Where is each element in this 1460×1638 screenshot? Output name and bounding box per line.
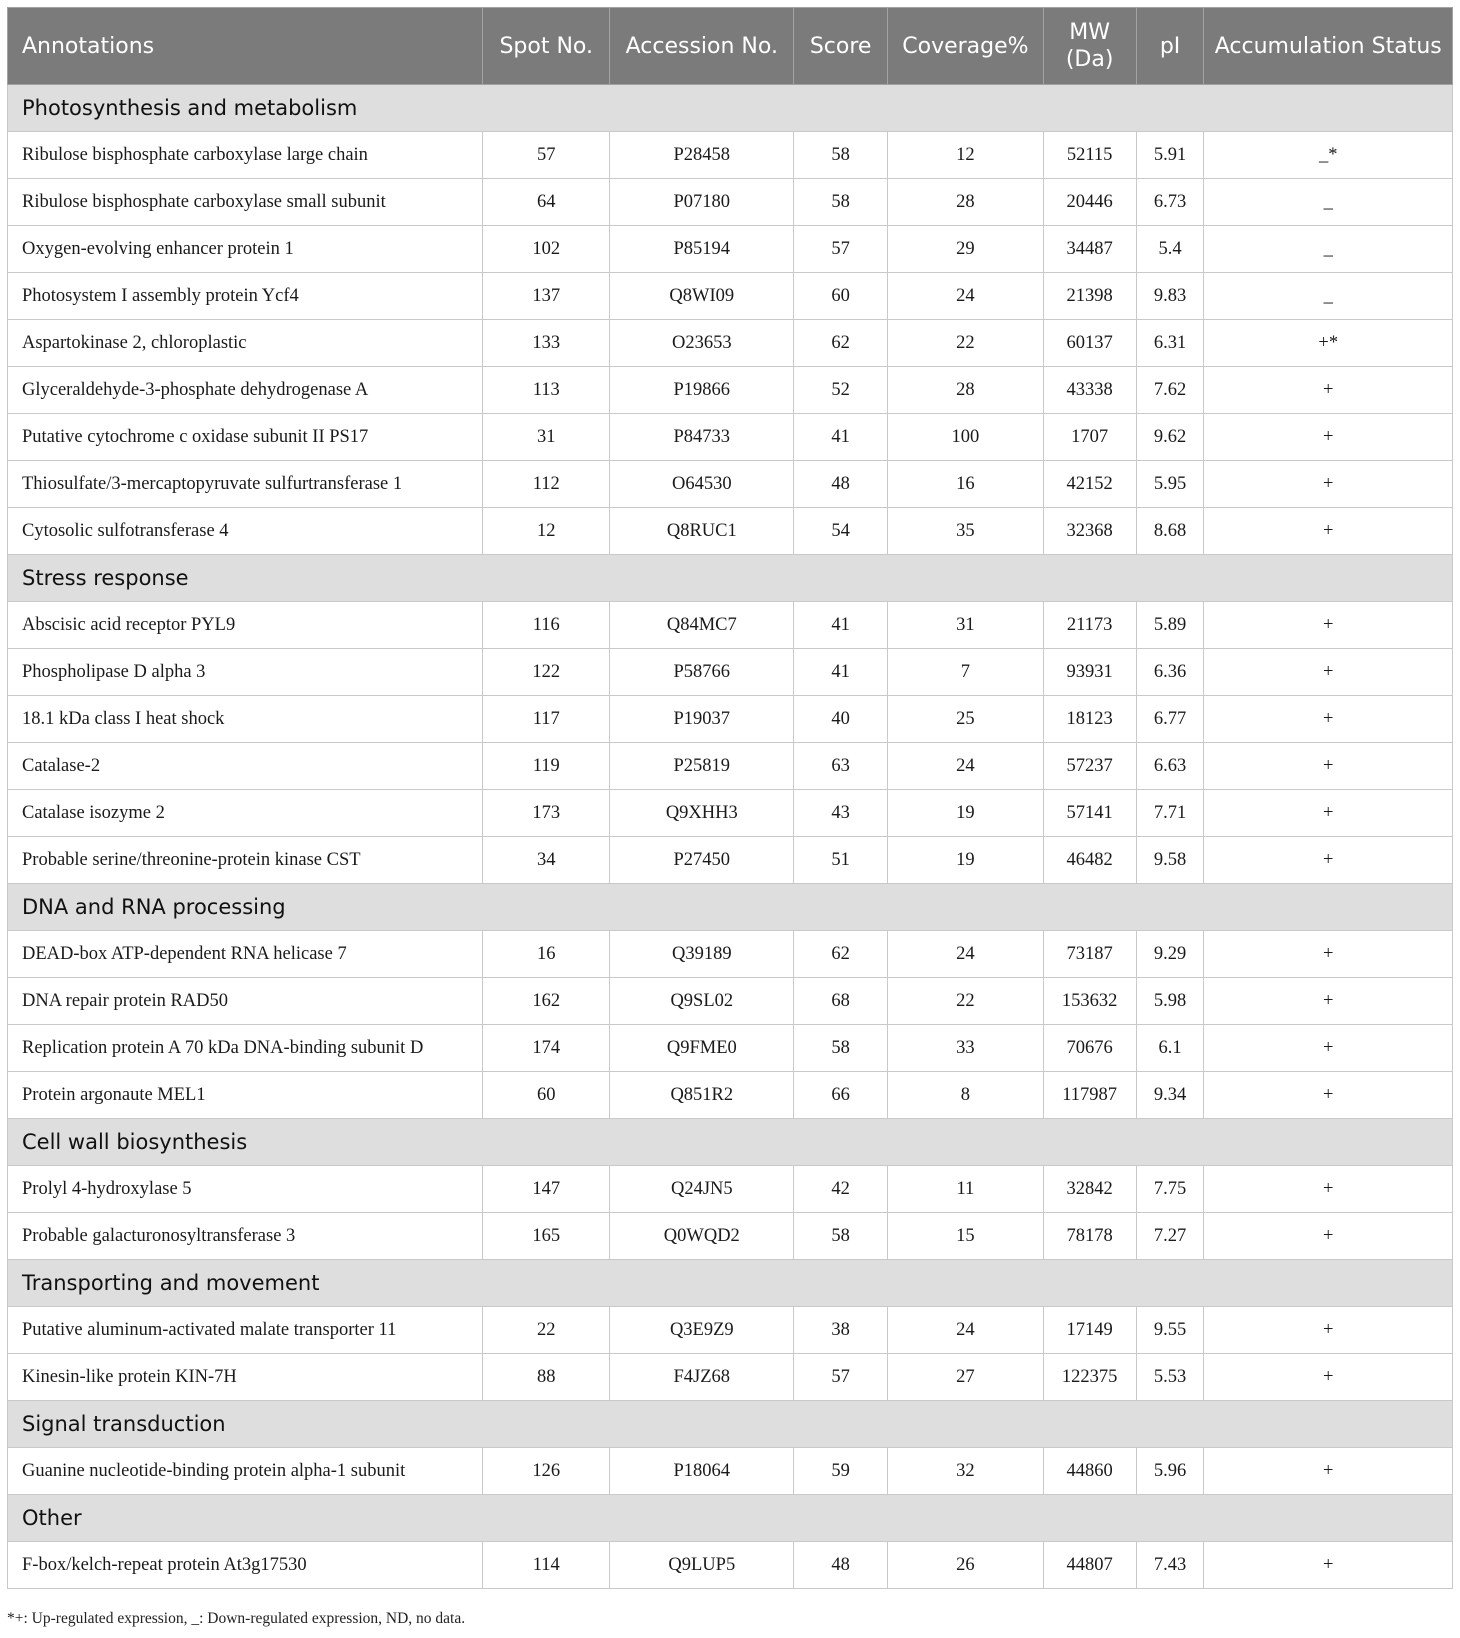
mw-cell: 43338 xyxy=(1043,367,1136,414)
mw-cell: 117987 xyxy=(1043,1072,1136,1119)
pi-cell: 5.91 xyxy=(1136,132,1204,179)
table-row xyxy=(8,367,1453,414)
pi-cell: 5.89 xyxy=(1136,602,1204,649)
table-row xyxy=(8,602,1453,649)
pi-cell: 7.62 xyxy=(1136,367,1204,414)
mw-cell: 32368 xyxy=(1043,508,1136,555)
table-row xyxy=(8,179,1453,226)
mw-cell: 44807 xyxy=(1043,1542,1136,1589)
group-row xyxy=(8,884,1453,931)
mw-cell: 73187 xyxy=(1043,931,1136,978)
spot-no-cell: 126 xyxy=(483,1448,610,1495)
annotation-cell: Probable galacturonosyltransferase 3 xyxy=(8,1213,483,1260)
annotation-cell: Ribulose bisphosphate carboxylase large chain xyxy=(8,132,483,179)
annotation-cell: Probable serine/threonine-protein kinase CST xyxy=(8,837,483,884)
table-header xyxy=(8,8,1453,85)
accumulation-status-cell: + xyxy=(1204,1025,1453,1072)
column-header-accumulation-status: Accumulation Status xyxy=(1204,8,1453,85)
spot-no-cell: 147 xyxy=(483,1166,610,1213)
coverage-cell: 11 xyxy=(888,1166,1044,1213)
spot-no-cell: 102 xyxy=(483,226,610,273)
header-row xyxy=(8,8,1453,85)
score-cell: 41 xyxy=(794,602,888,649)
score-cell: 58 xyxy=(794,132,888,179)
mw-cell: 122375 xyxy=(1043,1354,1136,1401)
table-row xyxy=(8,320,1453,367)
coverage-cell: 24 xyxy=(888,1307,1044,1354)
score-cell: 63 xyxy=(794,743,888,790)
pi-cell: 5.95 xyxy=(1136,461,1204,508)
mw-cell: 57237 xyxy=(1043,743,1136,790)
table-row xyxy=(8,1448,1453,1495)
annotation-cell: Aspartokinase 2, chloroplastic xyxy=(8,320,483,367)
score-cell: 66 xyxy=(794,1072,888,1119)
table-row xyxy=(8,1072,1453,1119)
accession-no-cell: Q9XHH3 xyxy=(610,790,794,837)
coverage-cell: 12 xyxy=(888,132,1044,179)
spot-no-cell: 22 xyxy=(483,1307,610,1354)
coverage-cell: 25 xyxy=(888,696,1044,743)
table-row xyxy=(8,978,1453,1025)
coverage-cell: 24 xyxy=(888,743,1044,790)
score-cell: 57 xyxy=(794,1354,888,1401)
accession-no-cell: Q9SL02 xyxy=(610,978,794,1025)
mw-cell: 46482 xyxy=(1043,837,1136,884)
accession-no-cell: P19866 xyxy=(610,367,794,414)
mw-cell: 153632 xyxy=(1043,978,1136,1025)
annotation-cell: Cytosolic sulfotransferase 4 xyxy=(8,508,483,555)
column-header-annotations: Annotations xyxy=(8,8,483,85)
accession-no-cell: O64530 xyxy=(610,461,794,508)
pi-cell: 6.36 xyxy=(1136,649,1204,696)
score-cell: 40 xyxy=(794,696,888,743)
annotation-cell: Putative aluminum-activated malate transporter 11 xyxy=(8,1307,483,1354)
coverage-cell: 28 xyxy=(888,179,1044,226)
coverage-cell: 31 xyxy=(888,602,1044,649)
table-row xyxy=(8,1166,1453,1213)
table-row xyxy=(8,508,1453,555)
score-cell: 38 xyxy=(794,1307,888,1354)
score-cell: 41 xyxy=(794,414,888,461)
pi-cell: 6.63 xyxy=(1136,743,1204,790)
table-row xyxy=(8,743,1453,790)
pi-cell: 6.77 xyxy=(1136,696,1204,743)
mw-cell: 52115 xyxy=(1043,132,1136,179)
accumulation-status-cell: _* xyxy=(1204,132,1453,179)
mw-cell: 44860 xyxy=(1043,1448,1136,1495)
annotation-cell: Catalase-2 xyxy=(8,743,483,790)
table-row xyxy=(8,1307,1453,1354)
spot-no-cell: 88 xyxy=(483,1354,610,1401)
spot-no-cell: 60 xyxy=(483,1072,610,1119)
table-row xyxy=(8,414,1453,461)
column-header-accession-no: Accession No. xyxy=(610,8,794,85)
score-cell: 60 xyxy=(794,273,888,320)
accession-no-cell: P18064 xyxy=(610,1448,794,1495)
table-row xyxy=(8,226,1453,273)
annotation-cell: DEAD-box ATP-dependent RNA helicase 7 xyxy=(8,931,483,978)
spot-no-cell: 119 xyxy=(483,743,610,790)
protein-table-container xyxy=(7,7,1453,1589)
accession-no-cell: P58766 xyxy=(610,649,794,696)
table-row xyxy=(8,1542,1453,1589)
mw-cell: 20446 xyxy=(1043,179,1136,226)
mw-cell: 32842 xyxy=(1043,1166,1136,1213)
column-header-pi: pI xyxy=(1136,8,1204,85)
spot-no-cell: 112 xyxy=(483,461,610,508)
group-title: Stress response xyxy=(8,555,1453,602)
spot-no-cell: 16 xyxy=(483,931,610,978)
spot-no-cell: 165 xyxy=(483,1213,610,1260)
pi-cell: 7.27 xyxy=(1136,1213,1204,1260)
pi-cell: 9.34 xyxy=(1136,1072,1204,1119)
accession-no-cell: O23653 xyxy=(610,320,794,367)
accession-no-cell: F4JZ68 xyxy=(610,1354,794,1401)
coverage-cell: 7 xyxy=(888,649,1044,696)
pi-cell: 7.75 xyxy=(1136,1166,1204,1213)
pi-cell: 9.55 xyxy=(1136,1307,1204,1354)
accession-no-cell: P84733 xyxy=(610,414,794,461)
table-row xyxy=(8,461,1453,508)
group-row xyxy=(8,1401,1453,1448)
table-row xyxy=(8,1354,1453,1401)
spot-no-cell: 57 xyxy=(483,132,610,179)
accession-no-cell: Q24JN5 xyxy=(610,1166,794,1213)
coverage-cell: 22 xyxy=(888,978,1044,1025)
score-cell: 48 xyxy=(794,461,888,508)
accession-no-cell: Q3E9Z9 xyxy=(610,1307,794,1354)
pi-cell: 9.58 xyxy=(1136,837,1204,884)
accumulation-status-cell: + xyxy=(1204,461,1453,508)
spot-no-cell: 117 xyxy=(483,696,610,743)
coverage-cell: 32 xyxy=(888,1448,1044,1495)
score-cell: 57 xyxy=(794,226,888,273)
spot-no-cell: 174 xyxy=(483,1025,610,1072)
table-row xyxy=(8,1213,1453,1260)
accumulation-status-cell: + xyxy=(1204,931,1453,978)
annotation-cell: Kinesin-like protein KIN-7H xyxy=(8,1354,483,1401)
group-row xyxy=(8,1495,1453,1542)
pi-cell: 6.31 xyxy=(1136,320,1204,367)
pi-cell: 9.83 xyxy=(1136,273,1204,320)
mw-cell: 1707 xyxy=(1043,414,1136,461)
mw-cell: 57141 xyxy=(1043,790,1136,837)
accession-no-cell: P27450 xyxy=(610,837,794,884)
spot-no-cell: 173 xyxy=(483,790,610,837)
spot-no-cell: 137 xyxy=(483,273,610,320)
score-cell: 68 xyxy=(794,978,888,1025)
annotation-cell: Abscisic acid receptor PYL9 xyxy=(8,602,483,649)
mw-cell: 18123 xyxy=(1043,696,1136,743)
accumulation-status-cell: _ xyxy=(1204,273,1453,320)
accumulation-status-cell: + xyxy=(1204,978,1453,1025)
accumulation-status-cell: + xyxy=(1204,1448,1453,1495)
score-cell: 54 xyxy=(794,508,888,555)
spot-no-cell: 12 xyxy=(483,508,610,555)
coverage-cell: 35 xyxy=(888,508,1044,555)
column-header-score: Score xyxy=(794,8,888,85)
annotation-cell: Protein argonaute MEL1 xyxy=(8,1072,483,1119)
accession-no-cell: Q851R2 xyxy=(610,1072,794,1119)
accumulation-status-cell: + xyxy=(1204,508,1453,555)
group-title: Signal transduction xyxy=(8,1401,1453,1448)
spot-no-cell: 31 xyxy=(483,414,610,461)
group-title: Transporting and movement xyxy=(8,1260,1453,1307)
annotation-cell: Ribulose bisphosphate carboxylase small subunit xyxy=(8,179,483,226)
accession-no-cell: Q9FME0 xyxy=(610,1025,794,1072)
table-row xyxy=(8,790,1453,837)
accumulation-status-cell: + xyxy=(1204,649,1453,696)
accession-no-cell: Q0WQD2 xyxy=(610,1213,794,1260)
table-row xyxy=(8,273,1453,320)
group-title: Photosynthesis and metabolism xyxy=(8,85,1453,132)
group-row xyxy=(8,1119,1453,1166)
spot-no-cell: 133 xyxy=(483,320,610,367)
score-cell: 43 xyxy=(794,790,888,837)
accumulation-status-cell: + xyxy=(1204,1354,1453,1401)
mw-cell: 78178 xyxy=(1043,1213,1136,1260)
mw-cell: 34487 xyxy=(1043,226,1136,273)
table-row xyxy=(8,649,1453,696)
coverage-cell: 22 xyxy=(888,320,1044,367)
coverage-cell: 15 xyxy=(888,1213,1044,1260)
coverage-cell: 24 xyxy=(888,931,1044,978)
score-cell: 42 xyxy=(794,1166,888,1213)
pi-cell: 9.29 xyxy=(1136,931,1204,978)
accession-no-cell: Q84MC7 xyxy=(610,602,794,649)
accumulation-status-cell: + xyxy=(1204,1072,1453,1119)
mw-cell: 21173 xyxy=(1043,602,1136,649)
mw-cell: 42152 xyxy=(1043,461,1136,508)
mw-cell: 70676 xyxy=(1043,1025,1136,1072)
mw-cell: 17149 xyxy=(1043,1307,1136,1354)
coverage-cell: 19 xyxy=(888,837,1044,884)
group-row xyxy=(8,555,1453,602)
coverage-cell: 28 xyxy=(888,367,1044,414)
coverage-cell: 19 xyxy=(888,790,1044,837)
table-row xyxy=(8,837,1453,884)
annotation-cell: Replication protein A 70 kDa DNA-binding subunit D xyxy=(8,1025,483,1072)
score-cell: 62 xyxy=(794,931,888,978)
group-row xyxy=(8,85,1453,132)
score-cell: 58 xyxy=(794,179,888,226)
annotation-cell: 18.1 kDa class I heat shock xyxy=(8,696,483,743)
accumulation-status-cell: _ xyxy=(1204,226,1453,273)
column-header-spot-no: Spot No. xyxy=(483,8,610,85)
pi-cell: 5.98 xyxy=(1136,978,1204,1025)
annotation-cell: F-box/kelch-repeat protein At3g17530 xyxy=(8,1542,483,1589)
pi-cell: 8.68 xyxy=(1136,508,1204,555)
pi-cell: 6.1 xyxy=(1136,1025,1204,1072)
spot-no-cell: 114 xyxy=(483,1542,610,1589)
accession-no-cell: P85194 xyxy=(610,226,794,273)
annotation-cell: Oxygen-evolving enhancer protein 1 xyxy=(8,226,483,273)
annotation-cell: Thiosulfate/3-mercaptopyruvate sulfurtransferase 1 xyxy=(8,461,483,508)
pi-cell: 5.53 xyxy=(1136,1354,1204,1401)
score-cell: 51 xyxy=(794,837,888,884)
score-cell: 62 xyxy=(794,320,888,367)
pi-cell: 7.71 xyxy=(1136,790,1204,837)
annotation-cell: DNA repair protein RAD50 xyxy=(8,978,483,1025)
accumulation-status-cell: + xyxy=(1204,367,1453,414)
accumulation-status-cell: + xyxy=(1204,602,1453,649)
accumulation-status-cell: +* xyxy=(1204,320,1453,367)
accumulation-status-cell: + xyxy=(1204,743,1453,790)
coverage-cell: 29 xyxy=(888,226,1044,273)
mw-cell: 60137 xyxy=(1043,320,1136,367)
table-footnote: *+: Up-regulated expression, _: Down-regulated expression, ND, no data. xyxy=(7,1610,466,1627)
coverage-cell: 27 xyxy=(888,1354,1044,1401)
annotation-cell: Glyceraldehyde-3-phosphate dehydrogenase A xyxy=(8,367,483,414)
column-header-coverage: Coverage% xyxy=(888,8,1044,85)
table-body xyxy=(8,85,1453,1589)
spot-no-cell: 64 xyxy=(483,179,610,226)
score-cell: 58 xyxy=(794,1025,888,1072)
mw-cell: 21398 xyxy=(1043,273,1136,320)
coverage-cell: 8 xyxy=(888,1072,1044,1119)
accumulation-status-cell: + xyxy=(1204,414,1453,461)
coverage-cell: 24 xyxy=(888,273,1044,320)
coverage-cell: 26 xyxy=(888,1542,1044,1589)
accumulation-status-cell: + xyxy=(1204,1213,1453,1260)
annotation-cell: Guanine nucleotide-binding protein alpha-1 subunit xyxy=(8,1448,483,1495)
coverage-cell: 100 xyxy=(888,414,1044,461)
accumulation-status-cell: + xyxy=(1204,1166,1453,1213)
accession-no-cell: P25819 xyxy=(610,743,794,790)
pi-cell: 9.62 xyxy=(1136,414,1204,461)
annotation-cell: Putative cytochrome c oxidase subunit II PS17 xyxy=(8,414,483,461)
accession-no-cell: Q8WI09 xyxy=(610,273,794,320)
score-cell: 52 xyxy=(794,367,888,414)
score-cell: 48 xyxy=(794,1542,888,1589)
table-row xyxy=(8,1025,1453,1072)
accession-no-cell: P07180 xyxy=(610,179,794,226)
accession-no-cell: P19037 xyxy=(610,696,794,743)
accumulation-status-cell: _ xyxy=(1204,179,1453,226)
accession-no-cell: Q8RUC1 xyxy=(610,508,794,555)
accumulation-status-cell: + xyxy=(1204,837,1453,884)
coverage-cell: 33 xyxy=(888,1025,1044,1072)
group-title: DNA and RNA processing xyxy=(8,884,1453,931)
column-header-mw: MW (Da) xyxy=(1043,8,1136,85)
score-cell: 59 xyxy=(794,1448,888,1495)
spot-no-cell: 122 xyxy=(483,649,610,696)
table-row xyxy=(8,132,1453,179)
accumulation-status-cell: + xyxy=(1204,1307,1453,1354)
score-cell: 58 xyxy=(794,1213,888,1260)
accession-no-cell: Q9LUP5 xyxy=(610,1542,794,1589)
accession-no-cell: Q39189 xyxy=(610,931,794,978)
pi-cell: 5.4 xyxy=(1136,226,1204,273)
protein-table xyxy=(7,7,1453,1589)
table-row xyxy=(8,696,1453,743)
pi-cell: 6.73 xyxy=(1136,179,1204,226)
annotation-cell: Photosystem I assembly protein Ycf4 xyxy=(8,273,483,320)
annotation-cell: Prolyl 4-hydroxylase 5 xyxy=(8,1166,483,1213)
accumulation-status-cell: + xyxy=(1204,1542,1453,1589)
pi-cell: 5.96 xyxy=(1136,1448,1204,1495)
mw-cell: 93931 xyxy=(1043,649,1136,696)
coverage-cell: 16 xyxy=(888,461,1044,508)
spot-no-cell: 113 xyxy=(483,367,610,414)
spot-no-cell: 116 xyxy=(483,602,610,649)
pi-cell: 7.43 xyxy=(1136,1542,1204,1589)
accumulation-status-cell: + xyxy=(1204,696,1453,743)
table-row xyxy=(8,931,1453,978)
annotation-cell: Catalase isozyme 2 xyxy=(8,790,483,837)
accession-no-cell: P28458 xyxy=(610,132,794,179)
spot-no-cell: 162 xyxy=(483,978,610,1025)
group-row xyxy=(8,1260,1453,1307)
spot-no-cell: 34 xyxy=(483,837,610,884)
score-cell: 41 xyxy=(794,649,888,696)
annotation-cell: Phospholipase D alpha 3 xyxy=(8,649,483,696)
group-title: Other xyxy=(8,1495,1453,1542)
accumulation-status-cell: + xyxy=(1204,790,1453,837)
group-title: Cell wall biosynthesis xyxy=(8,1119,1453,1166)
